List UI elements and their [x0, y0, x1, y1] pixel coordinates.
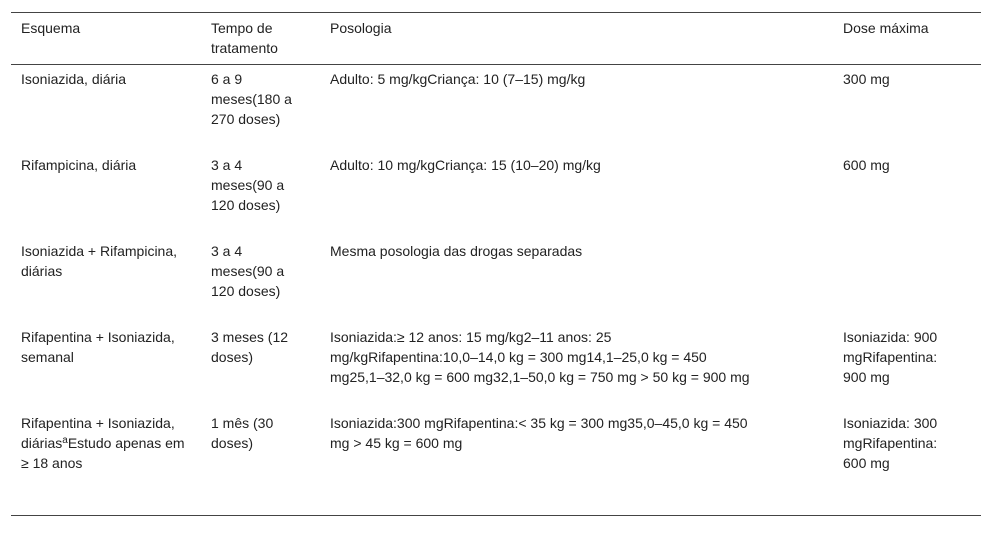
table-row — [11, 409, 981, 516]
cell-tempo: 6 a 9 meses(180 a 270 doses) — [211, 71, 292, 127]
cell-posologia: Isoniazida:≥ 12 anos: 15 mg/kg2–11 anos: 25 mg/kgRifapentina:10,0–14,0 kg = 300 mg14,1–25,0 kg = 450 mg25,1–32,0 kg = 600 mg32,1–50,0 kg = 750 mg > 50 kg = 900 mg — [330, 329, 750, 385]
cell-dose-maxima: Isoniazida: 900 mgRifapentina: 900 mg — [843, 329, 938, 385]
table-row — [11, 323, 981, 409]
table-row — [11, 151, 981, 237]
cell-tempo: 1 mês (30 doses) — [211, 415, 274, 451]
cell-tempo: 3 a 4 meses(90 a 120 doses) — [211, 157, 285, 213]
header-dose-maxima: Dose máxima — [833, 13, 981, 65]
esquema-note-text: Estudo apenas em ≥ 18 anos — [21, 435, 185, 471]
cell-posologia: Adulto: 10 mg/kgCriança: 15 (10–20) mg/kg — [330, 157, 601, 173]
cell-dose-maxima: 300 mg — [843, 71, 890, 87]
cell-esquema: Rifampicina, diária — [21, 157, 137, 173]
esquema-main-text: Rifapentina + Isoniazida, diárias — [21, 415, 175, 451]
cell-esquema: Isoniazida + Rifampicina, diárias — [21, 243, 178, 279]
cell-esquema: Isoniazida, diária — [21, 71, 127, 87]
table-row — [11, 65, 981, 152]
cell-esquema: Rifapentina + Isoniazida, semanal — [21, 329, 175, 365]
cell-posologia: Adulto: 5 mg/kgCriança: 10 (7–15) mg/kg — [330, 71, 586, 87]
header-esquema: Esquema — [11, 13, 201, 65]
treatment-table — [11, 12, 981, 516]
cell-posologia: Isoniazida:300 mgRifapentina:< 35 kg = 300 mg35,0–45,0 kg = 450 mg > 45 kg = 600 mg — [330, 415, 748, 451]
header-row — [11, 13, 981, 65]
footnote-marker: a — [62, 435, 68, 446]
cell-posologia: Mesma posologia das drogas separadas — [330, 243, 583, 259]
header-tempo: Tempo de tratamento — [201, 13, 320, 65]
cell-dose-maxima — [833, 237, 981, 323]
cell-dose-maxima: 600 mg — [843, 157, 890, 173]
cell-dose-maxima: Isoniazida: 300 mgRifapentina: 600 mg — [843, 415, 938, 471]
cell-tempo: 3 a 4 meses(90 a 120 doses) — [211, 243, 285, 299]
table-body — [11, 65, 981, 516]
header-posologia: Posologia — [320, 13, 833, 65]
cell-tempo: 3 meses (12 doses) — [211, 329, 289, 365]
table-header — [11, 13, 981, 65]
cell-esquema — [11, 409, 201, 516]
table-row — [11, 237, 981, 323]
